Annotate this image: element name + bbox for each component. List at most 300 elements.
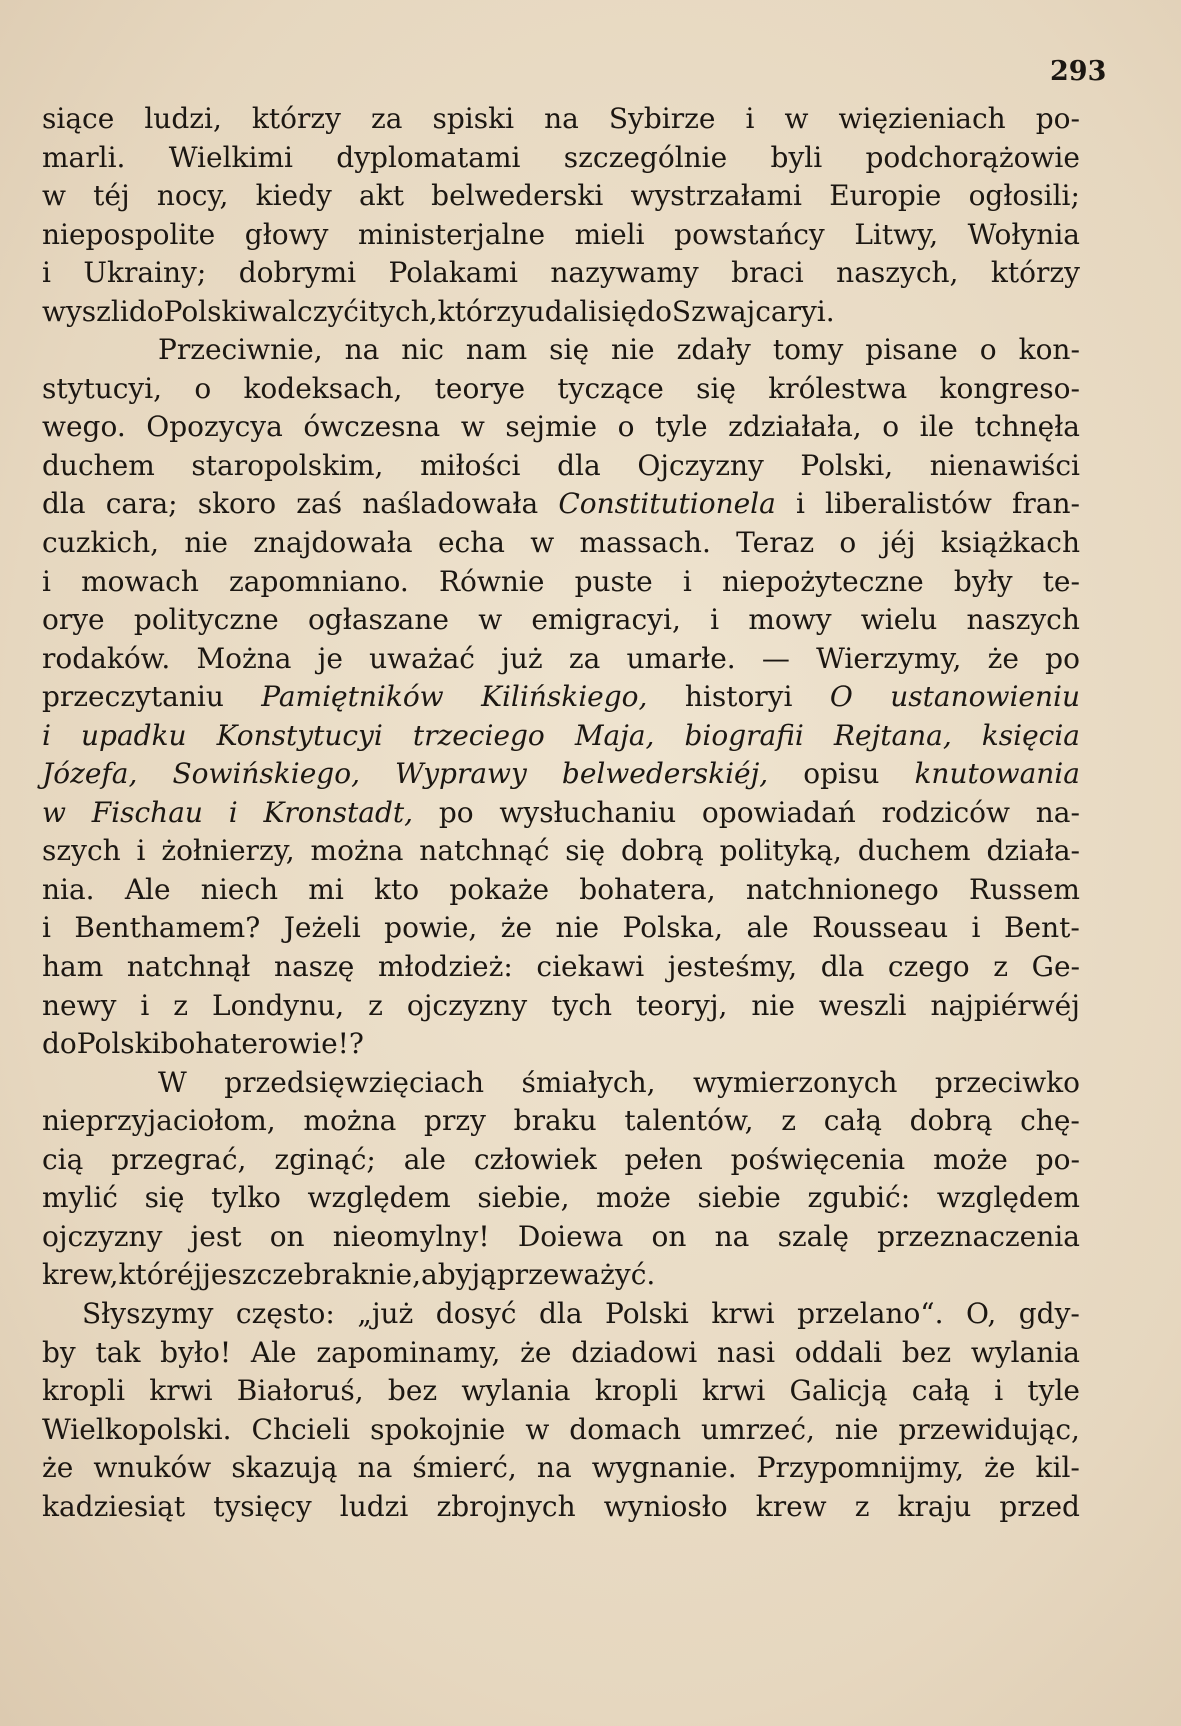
word: i xyxy=(745,102,755,135)
word: rodaków. xyxy=(42,641,171,675)
text-line xyxy=(42,1102,1080,1141)
word: ludzi, xyxy=(144,102,222,135)
word: przeczytaniu xyxy=(42,680,224,714)
word: dobrą xyxy=(909,1104,993,1138)
word: nienawiści xyxy=(929,448,1080,482)
word: były xyxy=(953,564,1013,598)
word: żołnierzy, xyxy=(161,834,295,868)
word: na xyxy=(344,333,380,367)
text-line xyxy=(42,177,1080,216)
word: powstańcy xyxy=(674,217,825,251)
word: Polski xyxy=(163,294,248,328)
text-line xyxy=(42,485,1080,524)
text-line xyxy=(42,909,1080,948)
word: je xyxy=(317,641,343,675)
word: nazywamy xyxy=(550,256,699,290)
word: wylania xyxy=(461,1374,571,1408)
text-line xyxy=(42,100,1080,139)
word: ją xyxy=(471,1258,497,1292)
word: uważać xyxy=(369,641,475,675)
word: wnuków xyxy=(93,1451,212,1485)
word: braku xyxy=(513,1104,597,1138)
word: Wierzymy, xyxy=(816,641,962,675)
word: można xyxy=(303,1104,397,1138)
word: naszych, xyxy=(836,256,959,290)
word: historyi xyxy=(684,680,793,714)
word: naszę xyxy=(273,950,355,984)
word: Maja, xyxy=(574,718,655,752)
word: orye xyxy=(42,603,105,637)
word: opisu xyxy=(803,757,880,791)
word: talentów, xyxy=(624,1104,754,1138)
text-line xyxy=(42,640,1080,679)
word: Rejtana, xyxy=(833,718,952,752)
word: zbrojnych xyxy=(436,1489,576,1523)
word: często: xyxy=(235,1296,335,1330)
word: echa xyxy=(437,526,505,560)
word: tylko xyxy=(211,1181,281,1215)
word: spiski xyxy=(432,102,515,135)
word: na xyxy=(536,1451,572,1485)
word: Benthamem? xyxy=(74,911,261,945)
word: siebie, xyxy=(477,1181,570,1215)
word: do xyxy=(42,1027,77,1061)
word: kongreso- xyxy=(939,371,1080,405)
word: zdziałała, xyxy=(728,410,862,444)
word: i xyxy=(140,988,150,1022)
word: dobrymi xyxy=(238,256,357,290)
word: kraju xyxy=(897,1489,972,1523)
word: ham xyxy=(42,950,104,984)
word: udali xyxy=(526,294,598,328)
text-line xyxy=(42,832,1080,871)
word: chę- xyxy=(1020,1104,1080,1138)
word: zaś xyxy=(296,487,343,521)
word: czego xyxy=(887,950,970,984)
text-line xyxy=(42,871,1080,910)
word: jest xyxy=(190,1219,242,1253)
word: że xyxy=(42,1451,74,1485)
text-line xyxy=(42,1411,1080,1450)
word: ojczyzny xyxy=(42,1219,163,1253)
text-line xyxy=(42,717,1080,756)
word: tak xyxy=(95,1335,141,1369)
word: dla xyxy=(557,448,601,482)
word: księcia xyxy=(981,718,1080,752)
word: Przeciwnie, xyxy=(158,333,323,367)
word: że xyxy=(987,641,1019,675)
word: więzieniach xyxy=(838,102,1006,135)
word: nie xyxy=(555,911,600,945)
text-line xyxy=(42,1141,1080,1180)
word: Doiewa xyxy=(517,1219,624,1253)
word: spokojnie xyxy=(370,1412,506,1446)
word: mowach xyxy=(81,564,199,598)
word: siebie xyxy=(697,1181,781,1215)
word: się xyxy=(565,834,606,868)
word: się xyxy=(144,1181,185,1215)
text-line xyxy=(42,948,1080,987)
word: zdały xyxy=(676,333,751,367)
word: szalę xyxy=(777,1219,849,1253)
word: Galicją xyxy=(789,1374,888,1408)
word: Ale xyxy=(124,872,171,906)
word: téj xyxy=(93,179,130,213)
word: się xyxy=(696,371,736,405)
word: w xyxy=(478,603,503,637)
text-line xyxy=(42,678,1080,717)
word: wylania xyxy=(970,1335,1080,1369)
word: może xyxy=(596,1181,671,1215)
word: wielu xyxy=(860,603,938,637)
word: Jeżeli xyxy=(283,911,361,945)
word: umarłe. xyxy=(626,641,736,675)
word: na xyxy=(544,102,579,135)
word: Sowińskiego, xyxy=(172,757,360,791)
word: Litwy, xyxy=(854,217,939,251)
word: tchnęła xyxy=(974,410,1080,444)
word: bohaterowie!? xyxy=(160,1027,364,1061)
word: siące xyxy=(42,102,115,135)
word: szych xyxy=(42,834,121,868)
word: już xyxy=(501,641,543,675)
word: najpiérwéj xyxy=(930,988,1080,1022)
word: dla xyxy=(820,950,865,984)
text-line xyxy=(42,601,1080,640)
word: ojczyzny xyxy=(406,988,528,1022)
word: którzy xyxy=(251,102,341,135)
text-line xyxy=(42,987,1080,1026)
word: poświęcenia xyxy=(730,1142,906,1176)
word: i xyxy=(42,911,51,945)
word: bohatera, xyxy=(579,872,716,906)
word: knutowania xyxy=(914,757,1080,791)
text-line xyxy=(42,1488,1080,1527)
text-line xyxy=(42,139,1080,178)
word: zapomniano. xyxy=(229,564,409,598)
word: przelano“. xyxy=(797,1296,944,1330)
word: ile xyxy=(919,410,955,444)
text-line xyxy=(42,1334,1080,1373)
word: Londynu, xyxy=(211,988,345,1022)
word: nie xyxy=(834,1412,879,1446)
word: człowiek xyxy=(473,1142,597,1176)
word: nieprzyjaciołom, xyxy=(42,1104,276,1138)
word: i xyxy=(228,795,238,829)
word: Kilińskiego, xyxy=(481,680,648,714)
word: tych, xyxy=(367,294,438,328)
word: i xyxy=(42,256,51,290)
word: Ojczyzny xyxy=(637,448,764,482)
word: z xyxy=(854,1489,870,1523)
word: umrzeć, xyxy=(701,1412,815,1446)
word: akt xyxy=(359,179,404,213)
word: Wyprawy xyxy=(395,757,527,791)
word: z xyxy=(993,950,1009,984)
word: Można xyxy=(196,641,292,675)
word: ogłaszane xyxy=(307,603,449,637)
word: ustanowieniu xyxy=(890,680,1080,714)
word: jeszcze xyxy=(202,1258,304,1292)
word: i xyxy=(971,911,981,945)
word: wysłuchaniu xyxy=(499,795,677,829)
word: przeznaczenia xyxy=(877,1219,1080,1253)
word: dyplomatami xyxy=(336,140,521,174)
word: Pamiętników xyxy=(261,680,444,714)
word: mylić xyxy=(42,1181,118,1215)
word: względem xyxy=(936,1181,1080,1215)
word: z xyxy=(368,988,383,1022)
word: z xyxy=(781,1104,797,1138)
word: on xyxy=(269,1219,305,1253)
word: Teraz xyxy=(736,526,815,560)
text-line xyxy=(42,1025,1080,1064)
word: belwederskiéj, xyxy=(561,757,769,791)
word: Równie xyxy=(438,564,545,598)
word: by xyxy=(42,1335,76,1369)
word: tyle xyxy=(1027,1374,1080,1408)
text-line xyxy=(42,1256,1080,1295)
text-line xyxy=(42,1295,1080,1334)
word: weszli xyxy=(818,988,907,1022)
word: natchnął xyxy=(126,950,251,984)
word: przegrać, xyxy=(111,1142,247,1176)
word: jéj xyxy=(881,526,916,560)
word: trzeciego xyxy=(412,718,545,752)
word: wego. xyxy=(42,410,126,444)
word: mi xyxy=(308,872,344,906)
word: braknie, xyxy=(303,1258,422,1292)
word: kadziesiąt xyxy=(42,1489,186,1523)
word: — xyxy=(761,641,790,675)
word: dziadowi xyxy=(571,1335,698,1369)
word: gdy- xyxy=(1018,1296,1080,1330)
text-line xyxy=(42,1064,1080,1103)
word: tyczące xyxy=(557,371,664,405)
word: Russem xyxy=(968,872,1080,906)
word: że xyxy=(984,1451,1016,1485)
word: po xyxy=(438,795,474,829)
word: Wielkopolski. xyxy=(42,1412,232,1446)
word: po- xyxy=(1035,1142,1080,1176)
word: królestwa xyxy=(768,371,908,405)
word: całą xyxy=(823,1104,882,1138)
body-text xyxy=(42,100,1080,1526)
word: kiedy xyxy=(255,179,332,213)
word: kil- xyxy=(1035,1451,1080,1485)
word: bez xyxy=(387,1374,438,1408)
word: wymierzonych xyxy=(693,1065,898,1099)
word: naśladowała xyxy=(362,487,539,521)
word: kon- xyxy=(1018,333,1080,367)
text-line xyxy=(42,524,1080,563)
text-line xyxy=(42,1179,1080,1218)
word: i xyxy=(42,564,51,598)
word: o xyxy=(979,333,997,367)
word: skazują xyxy=(231,1451,338,1485)
text-line xyxy=(42,216,1080,255)
word: nieomylny! xyxy=(332,1219,490,1253)
word: rodziców xyxy=(881,795,1010,829)
word: książkach xyxy=(940,526,1080,560)
word: polityką, xyxy=(719,834,842,868)
word: całą xyxy=(911,1374,970,1408)
word: Europie xyxy=(829,179,942,213)
word: było! xyxy=(160,1335,232,1369)
word: nocy, xyxy=(156,179,229,213)
word: Opozycya xyxy=(146,410,283,444)
word: na- xyxy=(1035,795,1080,829)
word: ale xyxy=(403,1142,446,1176)
text-line xyxy=(42,1449,1080,1488)
word: i xyxy=(682,564,692,598)
word: dosyć xyxy=(435,1296,517,1330)
word: pokaże xyxy=(449,872,550,906)
word: krew xyxy=(755,1489,827,1523)
word: że xyxy=(500,911,533,945)
word: Ukrainy; xyxy=(83,256,207,290)
word: i xyxy=(136,834,146,868)
word: naszych xyxy=(966,603,1080,637)
word: pełen xyxy=(624,1142,703,1176)
text-line xyxy=(42,408,1080,447)
text-line xyxy=(42,1218,1080,1257)
word: się xyxy=(549,333,590,367)
word: jesteśmy, xyxy=(667,950,798,984)
word: zapominamy, xyxy=(316,1335,501,1369)
word: upadku xyxy=(80,718,187,752)
word: on xyxy=(651,1219,687,1253)
word: powie, xyxy=(384,911,478,945)
page-number: 293 xyxy=(1050,56,1107,87)
word: Ale xyxy=(250,1335,297,1369)
word: mowy xyxy=(748,603,832,637)
word: może xyxy=(933,1142,1008,1176)
word: W xyxy=(158,1065,187,1099)
word: któréj xyxy=(118,1258,203,1292)
word: miłości xyxy=(420,448,521,482)
word: dobrą xyxy=(620,834,704,868)
word: i xyxy=(795,487,805,521)
word: znajdowała xyxy=(253,526,413,560)
word: wygnanie. xyxy=(591,1451,737,1485)
word: Constitutionela xyxy=(558,487,776,521)
word: walczyć xyxy=(247,294,359,328)
word: Polski xyxy=(605,1296,689,1330)
word: nasi xyxy=(716,1335,776,1369)
word: ogłosili; xyxy=(968,179,1080,213)
word: Polska, xyxy=(622,911,723,945)
word: na xyxy=(357,1451,393,1485)
word: przewidując, xyxy=(898,1412,1080,1446)
word: polityczne xyxy=(133,603,279,637)
word: braci xyxy=(731,256,804,290)
word: niech xyxy=(200,872,279,906)
word: belwederski xyxy=(431,179,604,213)
word: Fischau xyxy=(91,795,203,829)
word: szczególnie xyxy=(563,140,728,174)
word: i xyxy=(994,1374,1004,1408)
text-line xyxy=(42,331,1080,370)
word: emigracyi, xyxy=(531,603,681,637)
word: zginąć; xyxy=(274,1142,376,1176)
text-line xyxy=(42,1372,1080,1411)
word: O, xyxy=(966,1296,997,1330)
word: tyle xyxy=(654,410,708,444)
word: którzy xyxy=(990,256,1080,290)
word: bez xyxy=(901,1335,952,1369)
word: nic xyxy=(401,333,444,367)
word: Słyszymy xyxy=(82,1296,214,1330)
word: massach. xyxy=(579,526,711,560)
word: teoryj, xyxy=(635,988,728,1022)
text-line xyxy=(42,293,1080,332)
word: wystrzałami xyxy=(630,179,803,213)
word: wyszli xyxy=(42,294,129,328)
word: nie xyxy=(611,333,655,367)
text-line xyxy=(42,254,1080,293)
word: na xyxy=(714,1219,750,1253)
text-line xyxy=(42,370,1080,409)
word: puste xyxy=(574,564,653,598)
word: kropli xyxy=(594,1374,678,1408)
word: domach xyxy=(569,1412,682,1446)
word: krew, xyxy=(42,1258,119,1292)
word: o xyxy=(882,410,900,444)
word: biografii xyxy=(684,718,804,752)
word: opowiadań xyxy=(701,795,856,829)
word: w xyxy=(530,526,555,560)
word: w xyxy=(42,795,66,829)
word: śmierć, xyxy=(412,1451,517,1485)
word: i xyxy=(710,603,720,637)
word: mieli xyxy=(574,217,645,251)
word: staropolskim, xyxy=(191,448,384,482)
word: przed xyxy=(999,1489,1080,1523)
word: newy xyxy=(42,988,117,1022)
word: w xyxy=(525,1412,550,1446)
word: wyniosło xyxy=(603,1489,728,1523)
word: tych xyxy=(551,988,613,1022)
word: O xyxy=(829,680,853,714)
word: za xyxy=(370,102,403,135)
word: młodzież: xyxy=(377,950,513,984)
word: cią xyxy=(42,1142,84,1176)
word: byli xyxy=(770,140,823,174)
word: Polakami xyxy=(388,256,518,290)
word: aby xyxy=(421,1258,472,1292)
word: natchnąć xyxy=(419,834,550,868)
word: względem xyxy=(307,1181,451,1215)
word: do xyxy=(637,294,672,328)
word: działa- xyxy=(986,834,1080,868)
text-line xyxy=(42,447,1080,486)
word: kropli xyxy=(42,1374,126,1408)
word: Białoruś, xyxy=(236,1374,364,1408)
word: śmiałych, xyxy=(521,1065,656,1099)
word: Chcieli xyxy=(251,1412,351,1446)
word: stytucyi, xyxy=(42,371,163,405)
word: cara; xyxy=(105,487,178,521)
word: po xyxy=(1045,641,1080,675)
word: ale xyxy=(746,911,789,945)
word: niepożyteczne xyxy=(721,564,924,598)
word: tysięcy xyxy=(213,1489,312,1523)
word: Rousseau xyxy=(812,911,949,945)
word: nia. xyxy=(42,872,95,906)
word: można xyxy=(310,834,404,868)
word: Konstytucyi xyxy=(216,718,383,752)
